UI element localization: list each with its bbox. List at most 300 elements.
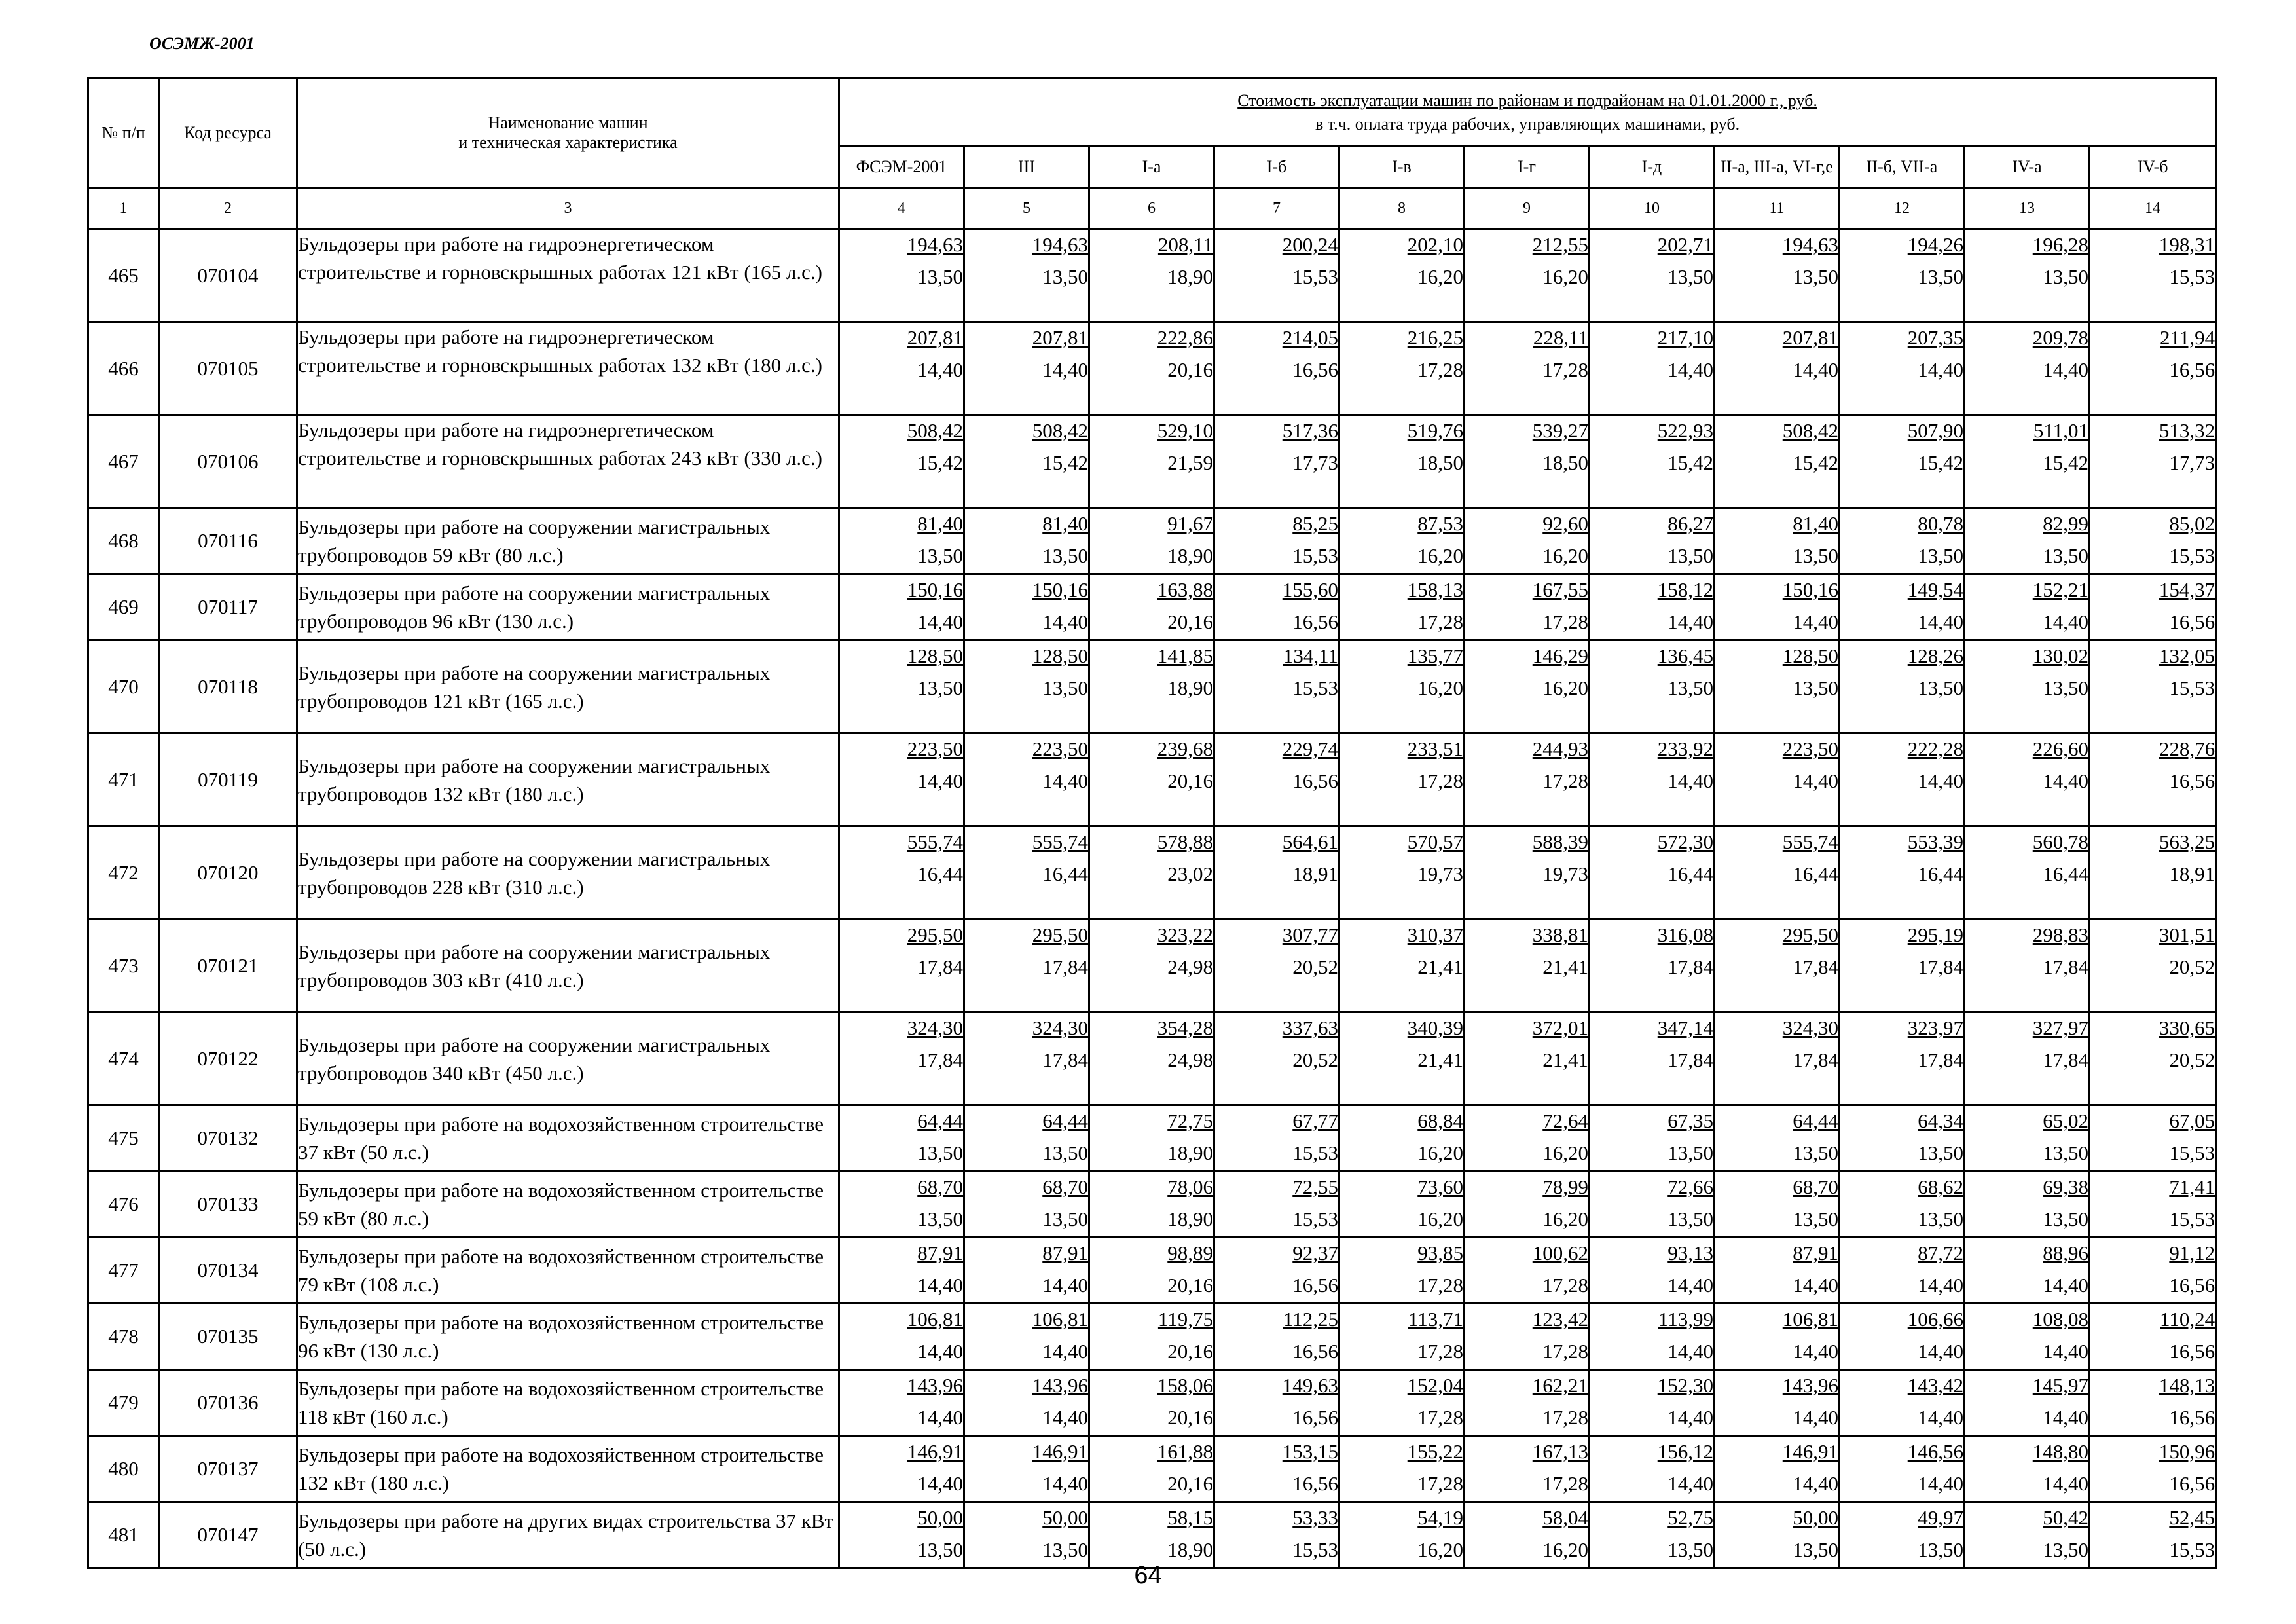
labor-cost: 13,50 [1793, 1141, 1838, 1164]
operating-cost: 132,05 [2159, 644, 2215, 667]
cost-cell [1214, 1172, 1339, 1238]
operating-cost: 87,53 [1417, 512, 1463, 535]
labor-cost: 14,40 [1918, 769, 1963, 792]
cost-cell [2090, 1502, 2216, 1568]
operating-cost: 136,45 [1657, 644, 1713, 667]
cost-cell [1465, 1370, 1590, 1436]
operating-cost: 130,02 [2032, 644, 2088, 667]
operating-cost: 324,30 [1032, 1016, 1088, 1039]
cost-cell [1214, 640, 1339, 733]
operating-cost: 87,91 [1042, 1242, 1088, 1264]
cost-cell [1840, 322, 1965, 415]
labor-cost: 13,50 [917, 265, 963, 288]
cost-cell [964, 640, 1089, 733]
cost-cell [1089, 229, 1214, 322]
labor-cost: 15,42 [1042, 451, 1088, 474]
cost-cell [1089, 640, 1214, 733]
labor-cost: 20,52 [2169, 955, 2215, 978]
operating-cost: 310,37 [1407, 923, 1463, 946]
operating-cost: 64,44 [917, 1109, 963, 1132]
document-code: ОСЭМЖ-2001 [149, 34, 255, 53]
cost-cell [1214, 574, 1339, 640]
row-number: 468 [88, 508, 159, 574]
operating-cost: 58,04 [1542, 1506, 1588, 1529]
labor-cost: 14,40 [1793, 769, 1838, 792]
operating-cost: 578,88 [1157, 830, 1213, 853]
labor-cost: 14,40 [917, 769, 963, 792]
column-number: 7 [1214, 188, 1339, 229]
labor-cost: 13,50 [1918, 676, 1963, 699]
labor-cost: 13,50 [1918, 1141, 1963, 1164]
labor-cost: 17,28 [1417, 1274, 1463, 1297]
cost-cell [2090, 1105, 2216, 1172]
operating-cost: 208,11 [1157, 233, 1213, 256]
cost-cell [1965, 733, 2090, 826]
operating-cost: 572,30 [1657, 830, 1713, 853]
cost-cell [1840, 733, 1965, 826]
labor-cost: 18,90 [1167, 1208, 1213, 1230]
labor-cost: 14,40 [1793, 358, 1838, 381]
column-number: 4 [839, 188, 964, 229]
region-header: I-г [1465, 147, 1590, 188]
cost-cell [839, 1238, 964, 1304]
resource-code: 070118 [159, 640, 297, 733]
cost-cell [839, 1304, 964, 1370]
operating-cost: 106,66 [1907, 1308, 1963, 1331]
labor-cost: 16,20 [1417, 1538, 1463, 1561]
table-row [88, 640, 2216, 733]
cost-cell [839, 508, 964, 574]
operating-cost: 113,99 [1658, 1308, 1713, 1331]
operating-cost: 223,50 [1032, 737, 1088, 760]
cost-cell [839, 574, 964, 640]
operating-cost: 202,10 [1407, 233, 1463, 256]
operating-cost: 152,21 [2032, 578, 2088, 601]
col-header-code: Код ресурса [159, 79, 297, 188]
cost-cell [1965, 640, 2090, 733]
cost-cell [1965, 1304, 2090, 1370]
operating-cost: 372,01 [1532, 1016, 1588, 1039]
cost-cell [1465, 1502, 1590, 1568]
operating-cost: 295,50 [907, 923, 963, 946]
cost-cell [2090, 322, 2216, 415]
table-row [88, 919, 2216, 1012]
operating-cost: 200,24 [1282, 233, 1338, 256]
labor-cost: 14,40 [1918, 1406, 1963, 1429]
row-number: 476 [88, 1172, 159, 1238]
labor-cost: 16,56 [1292, 1406, 1338, 1429]
labor-cost: 16,56 [1292, 1274, 1338, 1297]
cost-cell [1339, 1304, 1465, 1370]
row-number: 470 [88, 640, 159, 733]
cost-cell [2090, 229, 2216, 322]
cost-cell [1089, 1105, 1214, 1172]
operating-cost: 295,50 [1032, 923, 1088, 946]
column-number: 1 [88, 188, 159, 229]
col-header-name-line1: Наименование машин [488, 113, 648, 132]
labor-cost: 14,40 [1667, 1340, 1713, 1363]
resource-code: 070132 [159, 1105, 297, 1172]
cost-cell [1465, 574, 1590, 640]
operating-cost: 141,85 [1157, 644, 1213, 667]
cost-cell [1965, 574, 2090, 640]
labor-cost: 17,28 [1542, 769, 1588, 792]
cost-cell [2090, 733, 2216, 826]
labor-cost: 16,44 [917, 862, 963, 885]
column-number: 5 [964, 188, 1089, 229]
operating-cost: 106,81 [907, 1308, 963, 1331]
operating-cost: 50,42 [2043, 1506, 2088, 1529]
labor-cost: 13,50 [917, 1208, 963, 1230]
cost-cell [964, 826, 1089, 919]
labor-cost: 15,53 [2169, 1208, 2215, 1230]
cost-cell [1590, 1012, 1715, 1105]
operating-cost: 134,11 [1283, 644, 1338, 667]
cost-cell [1840, 574, 1965, 640]
operating-cost: 146,91 [1032, 1440, 1088, 1463]
labor-cost: 21,41 [1542, 955, 1588, 978]
labor-cost: 17,84 [1667, 1048, 1713, 1071]
machine-cost-table [87, 77, 2217, 1569]
labor-cost: 17,73 [1292, 451, 1338, 474]
labor-cost: 15,53 [2169, 1538, 2215, 1561]
operating-cost: 143,96 [1782, 1374, 1838, 1397]
operating-cost: 81,40 [1042, 512, 1088, 535]
cost-cell [1214, 322, 1339, 415]
labor-cost: 14,40 [917, 610, 963, 633]
labor-cost: 16,20 [1417, 1208, 1463, 1230]
operating-cost: 222,86 [1157, 326, 1213, 349]
labor-cost: 21,41 [1542, 1048, 1588, 1071]
labor-cost: 16,56 [1292, 769, 1338, 792]
cost-cell [1089, 1172, 1214, 1238]
operating-cost: 87,91 [917, 1242, 963, 1264]
cost-cell [1339, 1370, 1465, 1436]
labor-cost: 14,40 [1042, 1340, 1088, 1363]
operating-cost: 54,19 [1417, 1506, 1463, 1529]
cost-cell [1339, 919, 1465, 1012]
operating-cost: 87,91 [1793, 1242, 1838, 1264]
cost-cell [2090, 1304, 2216, 1370]
column-number: 2 [159, 188, 297, 229]
region-header: IV-б [2090, 147, 2216, 188]
cost-cell [1840, 508, 1965, 574]
operating-cost: 78,99 [1542, 1175, 1588, 1198]
operating-cost: 92,60 [1542, 512, 1588, 535]
col-header-cost [839, 79, 2216, 147]
table-row [88, 733, 2216, 826]
operating-cost: 211,94 [2160, 326, 2215, 349]
labor-cost: 13,50 [1918, 1208, 1963, 1230]
labor-cost: 13,50 [1667, 1141, 1713, 1164]
cost-cell [1715, 640, 1840, 733]
cost-cell [1840, 919, 1965, 1012]
row-number: 475 [88, 1105, 159, 1172]
labor-cost: 13,50 [917, 1538, 963, 1561]
labor-cost: 16,44 [1793, 862, 1838, 885]
cost-cell [964, 1238, 1089, 1304]
cost-cell [1465, 640, 1590, 733]
labor-cost: 17,28 [1417, 1340, 1463, 1363]
labor-cost: 14,40 [1042, 1274, 1088, 1297]
labor-cost: 14,40 [1667, 610, 1713, 633]
operating-cost: 563,25 [2159, 830, 2215, 853]
labor-cost: 14,40 [1793, 1340, 1838, 1363]
machine-name: Бульдозеры при работе на водохозяйственном строительстве 59 кВт (80 л.с.) [297, 1172, 839, 1238]
labor-cost: 13,50 [2043, 265, 2088, 288]
labor-cost: 15,53 [2169, 676, 2215, 699]
cost-subtitle: в т.ч. оплата труда рабочих, управляющих машинами, руб. [1315, 114, 1740, 134]
operating-cost: 64,44 [1793, 1109, 1838, 1132]
machine-name: Бульдозеры при работе на сооружении магистральных трубопроводов 303 кВт (410 л.с.) [297, 919, 839, 1012]
cost-cell [964, 1436, 1089, 1502]
operating-cost: 128,50 [907, 644, 963, 667]
operating-cost: 155,60 [1282, 578, 1338, 601]
operating-cost: 239,68 [1157, 737, 1213, 760]
column-number: 14 [2090, 188, 2216, 229]
labor-cost: 21,59 [1167, 451, 1213, 474]
operating-cost: 522,93 [1657, 419, 1713, 442]
col-header-name [297, 79, 839, 188]
operating-cost: 207,81 [1032, 326, 1088, 349]
table-row [88, 415, 2216, 508]
labor-cost: 14,40 [1918, 358, 1963, 381]
labor-cost: 24,98 [1167, 955, 1213, 978]
region-header: III [964, 147, 1089, 188]
operating-cost: 65,02 [2043, 1109, 2088, 1132]
labor-cost: 14,40 [2043, 769, 2088, 792]
operating-cost: 64,34 [1918, 1109, 1963, 1132]
operating-cost: 128,50 [1782, 644, 1838, 667]
labor-cost: 13,50 [1918, 265, 1963, 288]
operating-cost: 146,56 [1907, 1440, 1963, 1463]
cost-cell [1840, 826, 1965, 919]
labor-cost: 14,40 [1667, 358, 1713, 381]
cost-cell [1465, 508, 1590, 574]
operating-cost: 223,50 [1782, 737, 1838, 760]
col-header-name-line2: и техническая характеристика [458, 133, 678, 152]
row-number: 473 [88, 919, 159, 1012]
cost-cell [1965, 1436, 2090, 1502]
labor-cost: 13,50 [1667, 1208, 1713, 1230]
labor-cost: 13,50 [1793, 265, 1838, 288]
cost-cell [1715, 1012, 1840, 1105]
table-body [88, 229, 2216, 1568]
operating-cost: 539,27 [1532, 419, 1588, 442]
operating-cost: 209,78 [2032, 326, 2088, 349]
labor-cost: 14,40 [917, 358, 963, 381]
labor-cost: 16,56 [2169, 1472, 2215, 1495]
cost-cell [2090, 574, 2216, 640]
resource-code: 070133 [159, 1172, 297, 1238]
cost-cell [964, 229, 1089, 322]
region-header: II-б, VII-а [1840, 147, 1965, 188]
column-number: 10 [1590, 188, 1715, 229]
labor-cost: 13,50 [1042, 1538, 1088, 1561]
labor-cost: 13,50 [1042, 544, 1088, 567]
cost-cell [1965, 1105, 2090, 1172]
labor-cost: 15,53 [1292, 1141, 1338, 1164]
operating-cost: 158,12 [1657, 578, 1713, 601]
table-row [88, 322, 2216, 415]
cost-cell [1214, 1304, 1339, 1370]
operating-cost: 149,63 [1282, 1374, 1338, 1397]
cost-cell [1965, 1172, 2090, 1238]
operating-cost: 154,37 [2159, 578, 2215, 601]
labor-cost: 16,56 [2169, 610, 2215, 633]
operating-cost: 69,38 [2043, 1175, 2088, 1198]
labor-cost: 20,52 [1292, 1048, 1338, 1071]
labor-cost: 16,20 [1542, 1141, 1588, 1164]
cost-title: Стоимость эксплуатации машин по районам и подрайонам на 01.01.2000 г., руб. [1237, 90, 1817, 110]
cost-cell [839, 229, 964, 322]
labor-cost: 14,40 [1918, 1472, 1963, 1495]
labor-cost: 15,42 [2043, 451, 2088, 474]
cost-cell [1965, 826, 2090, 919]
cost-cell [964, 415, 1089, 508]
cost-cell [1339, 229, 1465, 322]
table-row [88, 1105, 2216, 1172]
cost-cell [839, 826, 964, 919]
labor-cost: 17,84 [2043, 1048, 2088, 1071]
labor-cost: 14,40 [1918, 1340, 1963, 1363]
table-row [88, 1304, 2216, 1370]
col-header-num: № п/п [88, 79, 159, 188]
cost-cell [1965, 229, 2090, 322]
operating-cost: 229,74 [1282, 737, 1338, 760]
operating-cost: 146,91 [1782, 1440, 1838, 1463]
cost-cell [1339, 733, 1465, 826]
cost-cell [1965, 415, 2090, 508]
operating-cost: 202,71 [1657, 233, 1713, 256]
operating-cost: 149,54 [1907, 578, 1963, 601]
cost-cell [964, 322, 1089, 415]
cost-cell [2090, 640, 2216, 733]
machine-name: Бульдозеры при работе на других видах строительства 37 кВт (50 л.с.) [297, 1502, 839, 1568]
labor-cost: 13,50 [1667, 265, 1713, 288]
column-number: 12 [1840, 188, 1965, 229]
machine-name: Бульдозеры при работе на водохозяйственном строительстве 96 кВт (130 л.с.) [297, 1304, 839, 1370]
labor-cost: 20,16 [1167, 1274, 1213, 1297]
cost-cell [1715, 1238, 1840, 1304]
labor-cost: 23,02 [1167, 862, 1213, 885]
operating-cost: 58,15 [1167, 1506, 1213, 1529]
cost-cell [1214, 1436, 1339, 1502]
labor-cost: 16,20 [1542, 676, 1588, 699]
labor-cost: 16,44 [1918, 862, 1963, 885]
cost-cell [1339, 1172, 1465, 1238]
machine-name: Бульдозеры при работе на водохозяйственном строительстве 79 кВт (108 л.с.) [297, 1238, 839, 1304]
labor-cost: 14,40 [1042, 1406, 1088, 1429]
operating-cost: 295,50 [1782, 923, 1838, 946]
labor-cost: 17,84 [917, 1048, 963, 1071]
cost-cell [1339, 1436, 1465, 1502]
labor-cost: 15,53 [1292, 1538, 1338, 1561]
cost-cell [1715, 322, 1840, 415]
row-number: 478 [88, 1304, 159, 1370]
labor-cost: 18,50 [1542, 451, 1588, 474]
operating-cost: 323,22 [1157, 923, 1213, 946]
cost-cell [1715, 574, 1840, 640]
operating-cost: 91,12 [2169, 1242, 2215, 1264]
cost-cell [839, 919, 964, 1012]
labor-cost: 17,84 [2043, 955, 2088, 978]
labor-cost: 13,50 [917, 676, 963, 699]
operating-cost: 150,96 [2159, 1440, 2215, 1463]
cost-cell [1715, 919, 1840, 1012]
operating-cost: 207,35 [1907, 326, 1963, 349]
column-number: 13 [1965, 188, 2090, 229]
operating-cost: 508,42 [1782, 419, 1838, 442]
labor-cost: 16,56 [1292, 358, 1338, 381]
labor-cost: 17,28 [1542, 1472, 1588, 1495]
operating-cost: 146,29 [1532, 644, 1588, 667]
cost-cell [1965, 1012, 2090, 1105]
labor-cost: 16,44 [1667, 862, 1713, 885]
resource-code: 070117 [159, 574, 297, 640]
cost-cell [1840, 1502, 1965, 1568]
row-number: 465 [88, 229, 159, 322]
operating-cost: 194,26 [1907, 233, 1963, 256]
labor-cost: 14,40 [1793, 1472, 1838, 1495]
resource-code: 070122 [159, 1012, 297, 1105]
cost-cell [1214, 1502, 1339, 1568]
table-row [88, 1436, 2216, 1502]
cost-cell [964, 1105, 1089, 1172]
cost-cell [1214, 733, 1339, 826]
labor-cost: 17,73 [2169, 451, 2215, 474]
operating-cost: 338,81 [1532, 923, 1588, 946]
operating-cost: 301,51 [2159, 923, 2215, 946]
operating-cost: 128,26 [1907, 644, 1963, 667]
cost-cell [1590, 508, 1715, 574]
cost-cell [1590, 1502, 1715, 1568]
cost-cell [1590, 574, 1715, 640]
labor-cost: 16,56 [1292, 1472, 1338, 1495]
operating-cost: 564,61 [1282, 830, 1338, 853]
labor-cost: 13,50 [917, 544, 963, 567]
operating-cost: 100,62 [1532, 1242, 1588, 1264]
cost-cell [1590, 1304, 1715, 1370]
operating-cost: 233,92 [1657, 737, 1713, 760]
cost-cell [1965, 1238, 2090, 1304]
labor-cost: 15,42 [1793, 451, 1838, 474]
cost-cell [1089, 1012, 1214, 1105]
labor-cost: 13,50 [1793, 1208, 1838, 1230]
cost-cell [839, 415, 964, 508]
cost-cell [1465, 1304, 1590, 1370]
labor-cost: 15,53 [1292, 676, 1338, 699]
operating-cost: 307,77 [1282, 923, 1338, 946]
cost-cell [1214, 415, 1339, 508]
cost-cell [1214, 919, 1339, 1012]
cost-cell [839, 322, 964, 415]
cost-cell [1089, 1304, 1214, 1370]
operating-cost: 152,04 [1407, 1374, 1463, 1397]
cost-cell [1339, 415, 1465, 508]
cost-cell [1590, 322, 1715, 415]
labor-cost: 13,50 [917, 1141, 963, 1164]
operating-cost: 324,30 [1782, 1016, 1838, 1039]
operating-cost: 570,57 [1407, 830, 1463, 853]
cost-cell [2090, 826, 2216, 919]
resource-code: 070137 [159, 1436, 297, 1502]
labor-cost: 16,56 [2169, 1340, 2215, 1363]
labor-cost: 18,90 [1167, 1141, 1213, 1164]
cost-cell [1089, 1238, 1214, 1304]
labor-cost: 14,40 [2043, 1274, 2088, 1297]
cost-cell [1715, 1502, 1840, 1568]
